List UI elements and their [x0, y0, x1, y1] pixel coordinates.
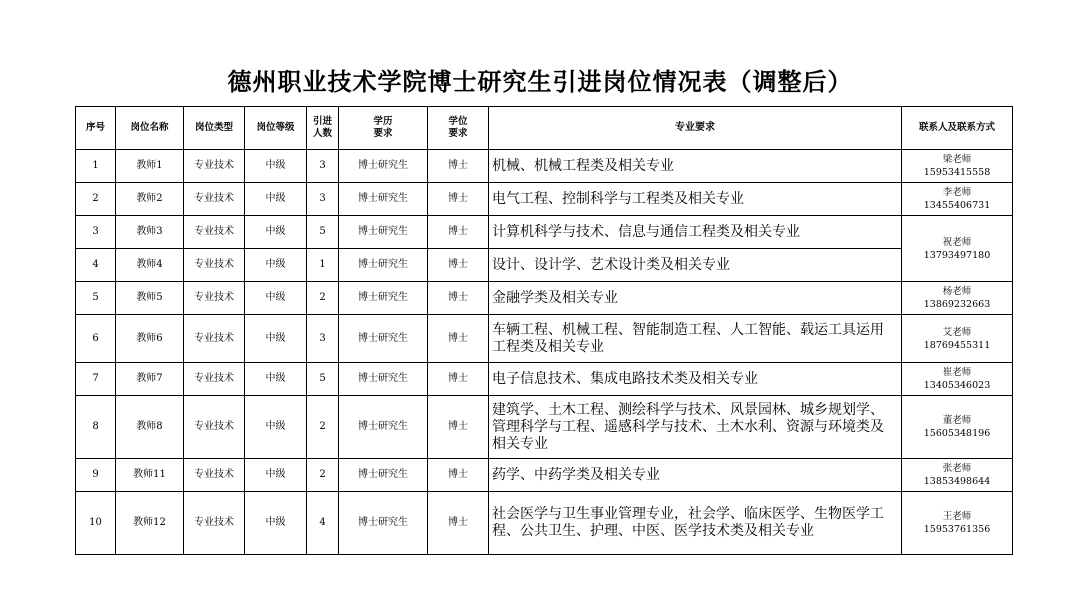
- cell-count: 3: [307, 183, 339, 216]
- cell-contact: [902, 150, 1013, 183]
- contact-phone: 15605348196: [923, 428, 991, 439]
- cell-contact: [902, 282, 1013, 315]
- cell-contact: [902, 459, 1013, 492]
- cell-major: 金融学类及相关专业: [489, 282, 902, 315]
- cell-post-name: 教师1: [116, 150, 184, 183]
- cell-education: 博士研究生: [339, 363, 428, 396]
- table-header-row: [76, 107, 1013, 150]
- cell-post-type: 专业技术: [184, 216, 245, 249]
- cell-post-level: 中级: [245, 282, 307, 315]
- cell-post-level: 中级: [245, 492, 307, 555]
- cell-count: 1: [307, 249, 339, 282]
- contact-phone: 13793497180: [923, 249, 991, 261]
- cell-education: 博士研究生: [339, 282, 428, 315]
- cell-degree: 博士: [428, 459, 489, 492]
- contact-name: 王老师: [942, 511, 972, 522]
- cell-count: 3: [307, 315, 339, 363]
- cell-major: 社会医学与卫生事业管理专业，社会学、临床医学、生物医学工程、公共卫生、护理、中医、医学技术类及相关专业: [489, 492, 902, 555]
- contact-name: 李老师: [942, 187, 972, 198]
- table-row: [76, 459, 1013, 492]
- contact-name: 张老师: [942, 463, 972, 474]
- cell-education: 博士研究生: [339, 150, 428, 183]
- header-degree-line1: 学位: [448, 116, 468, 127]
- table-row: [76, 150, 1013, 183]
- cell-major: 设计、设计学、艺术设计类及相关专业: [489, 249, 902, 282]
- cell-post-type: 专业技术: [184, 150, 245, 183]
- contact-phone: 18769455311: [923, 339, 991, 351]
- header-post-type: 岗位类型: [184, 107, 245, 150]
- cell-contact: [902, 396, 1013, 459]
- cell-post-type: 专业技术: [184, 459, 245, 492]
- header-count: [307, 107, 339, 150]
- cell-post-name: 教师8: [116, 396, 184, 459]
- cell-seq: 7: [76, 363, 116, 396]
- cell-education: 博士研究生: [339, 216, 428, 249]
- table-row: [76, 216, 1013, 249]
- cell-count: 5: [307, 363, 339, 396]
- cell-post-level: 中级: [245, 249, 307, 282]
- cell-seq: 10: [76, 492, 116, 555]
- contact-phone: 15953415558: [923, 167, 991, 178]
- cell-degree: 博士: [428, 492, 489, 555]
- cell-seq: 1: [76, 150, 116, 183]
- header-post-level: 岗位等级: [245, 107, 307, 150]
- cell-seq: 4: [76, 249, 116, 282]
- table-row: [76, 282, 1013, 315]
- cell-post-name: 教师2: [116, 183, 184, 216]
- contact-phone: 13405346023: [923, 380, 991, 391]
- cell-post-name: 教师5: [116, 282, 184, 315]
- header-degree-line2: 要求: [448, 128, 468, 139]
- table-row: [76, 396, 1013, 459]
- contact-phone: 13455406731: [923, 200, 991, 211]
- cell-contact: [902, 216, 1013, 282]
- cell-major: 药学、中药学类及相关专业: [489, 459, 902, 492]
- cell-degree: 博士: [428, 183, 489, 216]
- recruitment-table: [75, 106, 1013, 555]
- cell-count: 4: [307, 492, 339, 555]
- cell-post-level: 中级: [245, 150, 307, 183]
- cell-post-name: 教师7: [116, 363, 184, 396]
- cell-post-type: 专业技术: [184, 396, 245, 459]
- header-edu-line1: 学历: [373, 116, 393, 127]
- header-degree: [428, 107, 489, 150]
- cell-post-name: 教师6: [116, 315, 184, 363]
- cell-degree: 博士: [428, 282, 489, 315]
- cell-post-name: 教师3: [116, 216, 184, 249]
- cell-post-type: 专业技术: [184, 282, 245, 315]
- cell-degree: 博士: [428, 315, 489, 363]
- header-seq: 序号: [76, 107, 116, 150]
- cell-post-name: 教师4: [116, 249, 184, 282]
- contact-name: 祝老师: [942, 236, 972, 248]
- cell-education: 博士研究生: [339, 249, 428, 282]
- contact-phone: 13853498644: [923, 476, 991, 487]
- contact-name: 杨老师: [942, 286, 972, 297]
- cell-count: 3: [307, 150, 339, 183]
- cell-education: 博士研究生: [339, 183, 428, 216]
- contact-name: 董老师: [942, 415, 972, 426]
- cell-post-type: 专业技术: [184, 183, 245, 216]
- cell-education: 博士研究生: [339, 492, 428, 555]
- contact-name: 艾老师: [942, 326, 972, 338]
- header-count-line1: 引进: [312, 116, 332, 127]
- cell-contact: [902, 492, 1013, 555]
- header-post-name: 岗位名称: [116, 107, 184, 150]
- cell-education: 博士研究生: [339, 396, 428, 459]
- table-row: [76, 363, 1013, 396]
- table-row: [76, 183, 1013, 216]
- cell-degree: 博士: [428, 363, 489, 396]
- cell-count: 2: [307, 282, 339, 315]
- cell-degree: 博士: [428, 216, 489, 249]
- cell-degree: 博士: [428, 150, 489, 183]
- contact-phone: 15953761356: [923, 524, 991, 535]
- cell-major: 车辆工程、机械工程、智能制造工程、人工智能、载运工具运用工程类及相关专业: [489, 315, 902, 363]
- cell-post-name: 教师11: [116, 459, 184, 492]
- cell-post-level: 中级: [245, 216, 307, 249]
- cell-seq: 6: [76, 315, 116, 363]
- cell-post-level: 中级: [245, 183, 307, 216]
- contact-phone: 13869232663: [923, 299, 991, 310]
- header-edu-line2: 要求: [373, 128, 393, 139]
- cell-seq: 5: [76, 282, 116, 315]
- cell-education: 博士研究生: [339, 315, 428, 363]
- cell-major: 计算机科学与技术、信息与通信工程类及相关专业: [489, 216, 902, 249]
- cell-seq: 8: [76, 396, 116, 459]
- cell-seq: 9: [76, 459, 116, 492]
- table-row: [76, 492, 1013, 555]
- contact-name: 梁老师: [942, 154, 972, 165]
- header-major: 专业要求: [489, 107, 902, 150]
- table-row: [76, 249, 1013, 282]
- cell-contact: [902, 183, 1013, 216]
- cell-post-type: 专业技术: [184, 492, 245, 555]
- header-count-line2: 人数: [312, 128, 332, 139]
- cell-post-name: 教师12: [116, 492, 184, 555]
- cell-post-level: 中级: [245, 363, 307, 396]
- cell-major: 电子信息技术、集成电路技术类及相关专业: [489, 363, 902, 396]
- cell-post-type: 专业技术: [184, 363, 245, 396]
- cell-post-level: 中级: [245, 315, 307, 363]
- cell-degree: 博士: [428, 396, 489, 459]
- cell-post-type: 专业技术: [184, 315, 245, 363]
- cell-contact: [902, 363, 1013, 396]
- cell-post-level: 中级: [245, 459, 307, 492]
- cell-count: 2: [307, 459, 339, 492]
- cell-count: 5: [307, 216, 339, 249]
- cell-major: 电气工程、控制科学与工程类及相关专业: [489, 183, 902, 216]
- cell-seq: 3: [76, 216, 116, 249]
- cell-seq: 2: [76, 183, 116, 216]
- cell-major: 建筑学、土木工程、测绘科学与技术、风景园林、城乡规划学、管理科学与工程、遥感科学与技术、土木水利、资源与环境类及相关专业: [489, 396, 902, 459]
- cell-count: 2: [307, 396, 339, 459]
- cell-post-type: 专业技术: [184, 249, 245, 282]
- table-row: [76, 315, 1013, 363]
- header-education: [339, 107, 428, 150]
- cell-degree: 博士: [428, 249, 489, 282]
- contact-name: 崔老师: [942, 367, 972, 378]
- page-title: 德州职业技术学院博士研究生引进岗位情况表（调整后）: [227, 67, 853, 96]
- cell-education: 博士研究生: [339, 459, 428, 492]
- header-contact: 联系人及联系方式: [902, 107, 1013, 150]
- cell-post-level: 中级: [245, 396, 307, 459]
- cell-contact: [902, 315, 1013, 363]
- cell-major: 机械、机械工程类及相关专业: [489, 150, 902, 183]
